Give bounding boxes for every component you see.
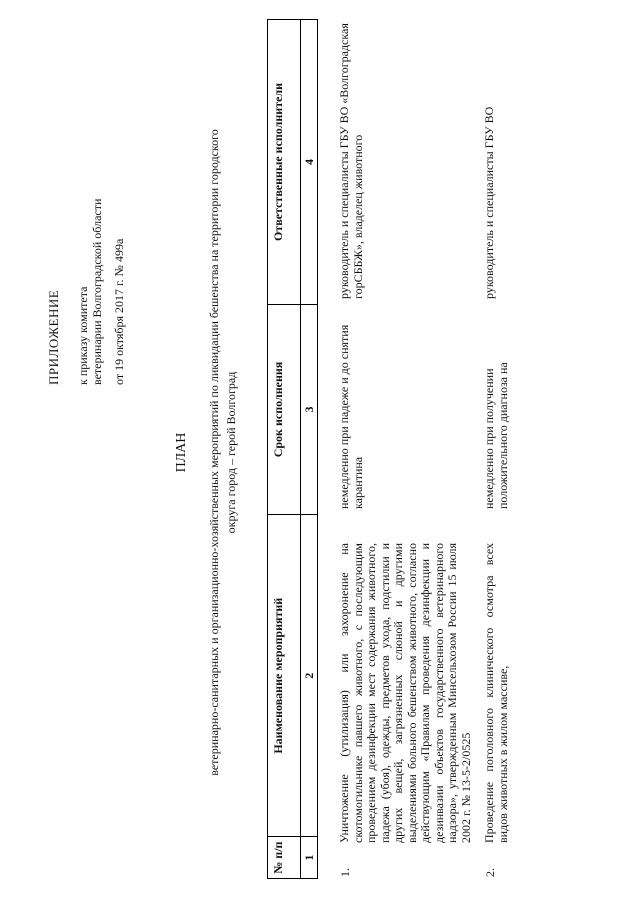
row-responsible: руководитель и специалисты ГБУ ВО «Волгоградская горСББЖ», владелец животного	[337, 23, 365, 299]
table-body	[338, 19, 510, 879]
row-responsible: руководитель и специалисты ГБУ ВО	[482, 106, 496, 299]
row-number: 2.	[483, 868, 497, 877]
row-deadline: немедленно при падеже и до снятия карантина	[337, 324, 365, 509]
column-number-1: 1	[301, 837, 318, 879]
table-row	[483, 19, 510, 879]
column-number-2: 2	[301, 515, 318, 837]
plan-subtitle	[206, 110, 240, 795]
column-number-4: 4	[301, 20, 318, 305]
order-line-2: ветеринарии Волгоградской области	[90, 198, 104, 385]
header-deadline: Срок исполнения	[268, 304, 301, 514]
row-action: Уничтожение (утилизация) или захоронение на скотомогильнике павшего животного, с последующим проведением дезинфекции мест содержания животного, падежа (убоя), одежды, предметов ухода, подстилки и других вещей, загрязненных слюной и другими выделениями больного бешенством животного, согласно действующим «Правилам проведения дезинфекции и дезинвазии объектов государственного ветеринарного надзора», утвержденным Минсельхозом России 15 июля 2002 г. № 13-5-2/0525	[337, 543, 473, 843]
column-number-3: 3	[301, 304, 318, 514]
subtitle-line-2: округа город – герой Волгоград	[224, 371, 238, 534]
header-number: № п/п	[268, 837, 301, 879]
appendix-header	[46, 25, 126, 385]
plan-title: ПЛАН	[174, 432, 189, 473]
table-header-row	[268, 20, 301, 879]
header-measures: Наименование мероприятий	[268, 515, 301, 837]
subtitle-line-1: ветеринарно-санитарных и организационно-хозяйственных мероприятий по ликвидации бешенства на территории городского	[207, 129, 221, 776]
order-date: от 19 октября 2017 г. № 499а	[112, 238, 126, 385]
table-row	[338, 19, 473, 879]
table-column-number-row	[301, 20, 318, 879]
row-action: Проведение поголовного клинического осмотра всех видов животных в жилом массиве,	[482, 543, 510, 843]
header-responsible: Ответственные исполнители	[268, 20, 301, 305]
order-line-1: к приказу комитета	[76, 286, 90, 385]
row-number: 1.	[338, 868, 352, 877]
appendix-title: ПРИЛОЖЕНИЕ	[46, 289, 61, 385]
measures-table	[267, 19, 318, 879]
row-deadline: немедленно при получении положительного диагноза на	[482, 362, 510, 509]
